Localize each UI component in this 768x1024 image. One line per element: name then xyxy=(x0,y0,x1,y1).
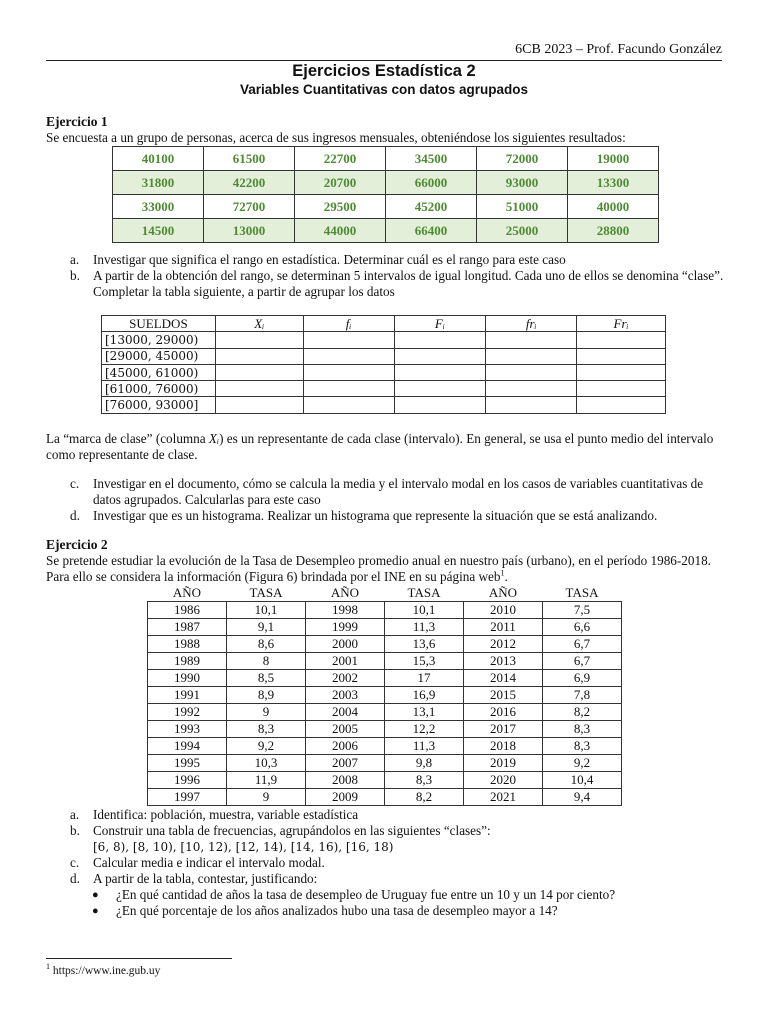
ex2-item-marker: a. xyxy=(70,807,80,822)
income-cell: 34500 xyxy=(386,147,477,171)
year-cell: 2005 xyxy=(306,720,385,737)
frequency-class-cell: [45000, 61000) xyxy=(102,364,216,380)
rate-cell: 9,1 xyxy=(227,618,306,635)
footnote-marker: 1 xyxy=(46,962,50,972)
year-cell: 1997 xyxy=(148,788,227,805)
frequency-empty-cell xyxy=(394,348,486,364)
year-cell: 2016 xyxy=(464,703,543,720)
income-cell: 72700 xyxy=(204,195,295,219)
bullet-text: ¿En qué cantidad de años la tasa de desempleo de Uruguay fue entre un 10 y un 14 por ciento? xyxy=(116,887,616,902)
year-cell: 2018 xyxy=(464,737,543,754)
rate-cell: 6,7 xyxy=(543,652,622,669)
frequency-empty-cell xyxy=(394,397,486,413)
bullet-text: ¿En qué porcentaje de los años analizados hubo una tasa de desempleo mayor a 14? xyxy=(116,903,558,918)
marca-text-start: La “marca de clase” (columna xyxy=(46,431,206,446)
year-cell: 2012 xyxy=(464,635,543,652)
frequency-empty-cell xyxy=(215,364,303,380)
rate-cell: 16,9 xyxy=(385,686,464,703)
ex2-item-marker: c. xyxy=(70,855,80,870)
year-cell: 2010 xyxy=(464,601,543,618)
rate-cell: 17 xyxy=(385,669,464,686)
income-cell: 33000 xyxy=(113,195,204,219)
list-item-marker: a. xyxy=(70,252,80,267)
income-cell: 61500 xyxy=(204,147,295,171)
rate-cell: 13,1 xyxy=(385,703,464,720)
frequency-class-cell: [61000, 76000) xyxy=(102,381,216,397)
frequency-empty-cell xyxy=(215,332,303,348)
marca-text-end: ) es un representante de cada clase (intervalo). En general, se usa el punto medio del intervalo como representante de clase. xyxy=(46,431,714,462)
frequency-row xyxy=(102,332,666,348)
unemployment-row xyxy=(148,703,622,720)
year-cell: 2017 xyxy=(464,720,543,737)
frequency-empty-cell xyxy=(394,381,486,397)
rate-cell: 9,4 xyxy=(543,788,622,805)
marca-de-clase-paragraph xyxy=(46,431,726,463)
frequency-empty-cell xyxy=(486,381,577,397)
exercise-2-items xyxy=(46,807,726,887)
income-cell: 45200 xyxy=(386,195,477,219)
frequency-class-cell: [13000, 29000) xyxy=(102,332,216,348)
footnote-url[interactable]: https://www.ine.gub.uy xyxy=(50,965,161,977)
income-row xyxy=(113,147,659,171)
exercise-2-intro xyxy=(46,553,726,585)
frequency-row xyxy=(102,381,666,397)
exercise-1-intro: Se encuesta a un grupo de personas, acerca de sus ingresos mensuales, obteniéndose los siguientes resultados: xyxy=(46,130,626,145)
unemployment-row xyxy=(148,652,622,669)
ex2-item-text: A partir de la tabla, contestar, justificando: xyxy=(93,871,318,886)
frequency-empty-cell xyxy=(577,364,666,380)
unemployment-row xyxy=(148,669,622,686)
year-cell: 2011 xyxy=(464,618,543,635)
frequency-header-cell: SUELDOS xyxy=(102,316,216,332)
rate-cell: 6,9 xyxy=(543,669,622,686)
ex2-item-marker: d. xyxy=(70,871,80,886)
footnote-ref: 1 xyxy=(500,568,505,578)
income-cell: 42200 xyxy=(204,171,295,195)
frequency-empty-cell xyxy=(303,364,394,380)
unemployment-row xyxy=(148,618,622,635)
income-cell: 25000 xyxy=(477,219,568,243)
rate-cell: 8,3 xyxy=(227,720,306,737)
header-rule xyxy=(46,60,722,61)
income-cell: 66400 xyxy=(386,219,477,243)
unemployment-row xyxy=(148,754,622,771)
frequency-empty-cell xyxy=(486,332,577,348)
unemployment-row xyxy=(148,737,622,754)
income-table xyxy=(112,146,659,243)
year-cell: 2008 xyxy=(306,771,385,788)
unemployment-header-row xyxy=(148,584,622,601)
frequency-empty-cell xyxy=(577,348,666,364)
unemployment-header-cell: AÑO xyxy=(464,584,543,601)
ex2-item-a xyxy=(46,807,726,823)
list-item-marker: d. xyxy=(70,508,80,523)
list-item-text: Investigar en el documento, cómo se calcula la media y el intervalo modal en los casos de variables cuantitativas de datos agrupados. Calcularlas para este caso xyxy=(93,476,704,507)
bullet-icon: ● xyxy=(92,905,99,917)
rate-cell: 9 xyxy=(227,703,306,720)
page-subtitle: Variables Cuantitativas con datos agrupados xyxy=(239,82,529,97)
income-row xyxy=(113,171,659,195)
year-cell: 2015 xyxy=(464,686,543,703)
frequency-empty-cell xyxy=(577,332,666,348)
rate-cell: 8,3 xyxy=(543,737,622,754)
bullet-icon: ● xyxy=(92,889,99,901)
exercise-1-heading: Ejercicio 1 xyxy=(46,114,108,129)
ex2-classes: [6, 8), [8, 10), [10, 12), [12, 14), [14, 16), [16, 18) xyxy=(93,840,394,854)
ex2-item-c xyxy=(46,855,726,871)
unemployment-row xyxy=(148,601,622,618)
year-cell: 1996 xyxy=(148,771,227,788)
year-cell: 1992 xyxy=(148,703,227,720)
frequency-header-cell: Fᵢ xyxy=(394,316,486,332)
list-item-marker: b. xyxy=(70,268,80,283)
frequency-header-cell: Frᵢ xyxy=(577,316,666,332)
year-cell: 1991 xyxy=(148,686,227,703)
year-cell: 2006 xyxy=(306,737,385,754)
year-cell: 2021 xyxy=(464,788,543,805)
income-row xyxy=(113,195,659,219)
rate-cell: 9,2 xyxy=(227,737,306,754)
year-cell: 1990 xyxy=(148,669,227,686)
rate-cell: 10,1 xyxy=(227,601,306,618)
bullet-item xyxy=(46,903,726,919)
list-item-text: A partir de la obtención del rango, se determinan 5 intervalos de igual longitud. Cada uno de ellos se denomina “clase”. Completar la tabla siguiente, a partir de agrupar los datos xyxy=(93,268,724,299)
rate-cell: 15,3 xyxy=(385,652,464,669)
frequency-empty-cell xyxy=(303,348,394,364)
income-cell: 66000 xyxy=(386,171,477,195)
rate-cell: 7,8 xyxy=(543,686,622,703)
list-item-marker: c. xyxy=(70,476,80,491)
unemployment-row xyxy=(148,720,622,737)
unemployment-header-cell: AÑO xyxy=(148,584,227,601)
rate-cell: 10,1 xyxy=(385,601,464,618)
year-cell: 1998 xyxy=(306,601,385,618)
rate-cell: 11,3 xyxy=(385,737,464,754)
list-item xyxy=(46,476,726,508)
income-cell: 13000 xyxy=(204,219,295,243)
ex2-item-marker: b. xyxy=(70,823,80,838)
frequency-class-cell: [76000, 93000] xyxy=(102,397,216,413)
rate-cell: 8 xyxy=(227,652,306,669)
income-cell: 19000 xyxy=(568,147,659,171)
income-cell: 72000 xyxy=(477,147,568,171)
frequency-empty-cell xyxy=(486,364,577,380)
year-cell: 1999 xyxy=(306,618,385,635)
unemployment-header-cell: TASA xyxy=(227,584,306,601)
ex2-item-text: Identifica: población, muestra, variable estadística xyxy=(93,807,359,822)
frequency-empty-cell xyxy=(486,348,577,364)
unemployment-row xyxy=(148,788,622,805)
year-cell: 2009 xyxy=(306,788,385,805)
rate-cell: 11,3 xyxy=(385,618,464,635)
income-cell: 22700 xyxy=(295,147,386,171)
unemployment-table xyxy=(147,584,622,806)
rate-cell: 8,6 xyxy=(227,635,306,652)
unemployment-row xyxy=(148,771,622,788)
frequency-empty-cell xyxy=(303,397,394,413)
list-item xyxy=(46,268,726,300)
year-cell: 1988 xyxy=(148,635,227,652)
income-cell: 28800 xyxy=(568,219,659,243)
exercise-2-bullets xyxy=(46,887,726,919)
rate-cell: 13,6 xyxy=(385,635,464,652)
income-cell: 29500 xyxy=(295,195,386,219)
rate-cell: 8,2 xyxy=(385,788,464,805)
unemployment-header-cell: AÑO xyxy=(306,584,385,601)
list-item-text: Investigar que significa el rango en estadística. Determinar cuál es el rango para este caso xyxy=(93,252,566,267)
year-cell: 2001 xyxy=(306,652,385,669)
frequency-empty-cell xyxy=(303,381,394,397)
frequency-header-cell: Xᵢ xyxy=(215,316,303,332)
frequency-empty-cell xyxy=(215,381,303,397)
income-cell: 40100 xyxy=(113,147,204,171)
frequency-header-cell: frᵢ xyxy=(486,316,577,332)
frequency-header-cell: fᵢ xyxy=(303,316,394,332)
rate-cell: 12,2 xyxy=(385,720,464,737)
header-course: 6CB 2023 – Prof. Facundo González xyxy=(515,42,722,57)
frequency-table xyxy=(101,315,666,414)
unemployment-header-cell: TASA xyxy=(385,584,464,601)
ex2-item-text: Construir una tabla de frecuencias, agrupándolos en las siguientes “clases”: xyxy=(93,823,491,838)
ex2-item-b xyxy=(46,823,726,839)
frequency-row xyxy=(102,348,666,364)
list-item-text: Investigar que es un histograma. Realizar un histograma que represente la situación que se está analizando. xyxy=(93,508,658,523)
rate-cell: 8,3 xyxy=(385,771,464,788)
income-row xyxy=(113,219,659,243)
frequency-empty-cell xyxy=(394,364,486,380)
year-cell: 2013 xyxy=(464,652,543,669)
unemployment-row xyxy=(148,686,622,703)
marca-variable: Xᵢ xyxy=(208,431,220,446)
exercise-2-heading: Ejercicio 2 xyxy=(46,537,108,552)
year-cell: 2004 xyxy=(306,703,385,720)
year-cell: 2019 xyxy=(464,754,543,771)
rate-cell: 9 xyxy=(227,788,306,805)
income-cell: 93000 xyxy=(477,171,568,195)
exercise-2-intro-end: . xyxy=(504,569,508,584)
exercise-1-items-ab xyxy=(46,252,726,300)
year-cell: 1986 xyxy=(148,601,227,618)
rate-cell: 6,6 xyxy=(543,618,622,635)
year-cell: 2002 xyxy=(306,669,385,686)
year-cell: 1993 xyxy=(148,720,227,737)
frequency-empty-cell xyxy=(215,397,303,413)
rate-cell: 11,9 xyxy=(227,771,306,788)
ex2-item-text: Calcular media e indicar el intervalo modal. xyxy=(93,855,325,870)
rate-cell: 10,4 xyxy=(543,771,622,788)
frequency-class-cell: [29000, 45000) xyxy=(102,348,216,364)
unemployment-row xyxy=(148,635,622,652)
year-cell: 2007 xyxy=(306,754,385,771)
frequency-empty-cell xyxy=(394,332,486,348)
income-cell: 13300 xyxy=(568,171,659,195)
income-cell: 51000 xyxy=(477,195,568,219)
rate-cell: 8,9 xyxy=(227,686,306,703)
rate-cell: 8,5 xyxy=(227,669,306,686)
income-cell: 44000 xyxy=(295,219,386,243)
frequency-row xyxy=(102,364,666,380)
frequency-empty-cell xyxy=(215,348,303,364)
footnote-rule xyxy=(46,958,232,959)
ex2-classes-line xyxy=(46,839,726,855)
income-cell: 14500 xyxy=(113,219,204,243)
unemployment-header-cell: TASA xyxy=(543,584,622,601)
rate-cell: 8,3 xyxy=(543,720,622,737)
page-title: Ejercicios Estadística 2 xyxy=(292,62,476,80)
exercise-2-intro-text: Se pretende estudiar la evolución de la Tasa de Desempleo promedio anual en nuestro país (urbano), en el período 1986-2018. Para ello se considera la información (Figura 6) brindada por el INE en su página web xyxy=(46,553,711,584)
ex2-item-d xyxy=(46,871,726,887)
list-item xyxy=(46,508,726,524)
rate-cell: 6,7 xyxy=(543,635,622,652)
frequency-empty-cell xyxy=(303,332,394,348)
year-cell: 2020 xyxy=(464,771,543,788)
rate-cell: 9,8 xyxy=(385,754,464,771)
year-cell: 2000 xyxy=(306,635,385,652)
frequency-empty-cell xyxy=(577,397,666,413)
year-cell: 1995 xyxy=(148,754,227,771)
frequency-row xyxy=(102,397,666,413)
year-cell: 1987 xyxy=(148,618,227,635)
frequency-header-row xyxy=(102,316,666,332)
frequency-empty-cell xyxy=(486,397,577,413)
rate-cell: 9,2 xyxy=(543,754,622,771)
rate-cell: 8,2 xyxy=(543,703,622,720)
rate-cell: 10,3 xyxy=(227,754,306,771)
list-item xyxy=(46,252,726,268)
footnote xyxy=(46,963,160,979)
rate-cell: 7,5 xyxy=(543,601,622,618)
exercise-1-items-cd xyxy=(46,476,726,524)
income-cell: 40000 xyxy=(568,195,659,219)
income-cell: 20700 xyxy=(295,171,386,195)
year-cell: 2003 xyxy=(306,686,385,703)
income-cell: 31800 xyxy=(113,171,204,195)
bullet-item xyxy=(46,887,726,903)
year-cell: 2014 xyxy=(464,669,543,686)
year-cell: 1989 xyxy=(148,652,227,669)
year-cell: 1994 xyxy=(148,737,227,754)
frequency-empty-cell xyxy=(577,381,666,397)
